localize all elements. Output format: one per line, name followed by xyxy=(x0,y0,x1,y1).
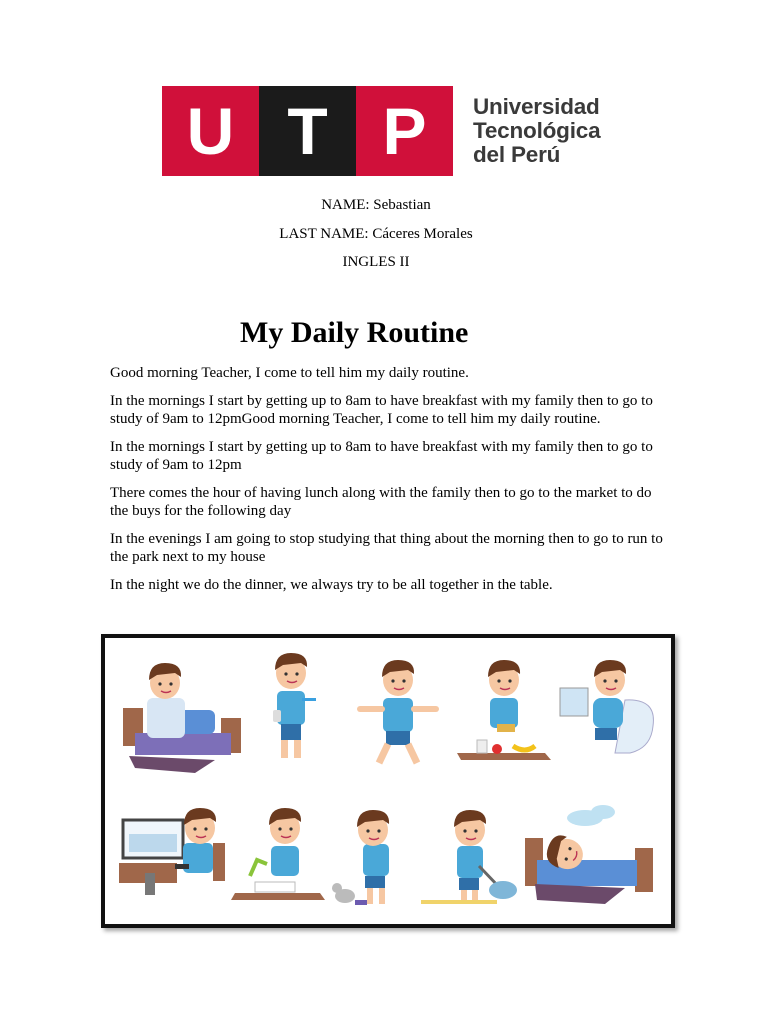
paragraph-5: In the evenings I am going to stop studying that thing about the morning then to go to run to the park next to my house xyxy=(110,531,663,565)
paragraph-1: Good morning Teacher, I come to tell him my daily routine. xyxy=(110,365,469,381)
using-toilet-illustration xyxy=(560,660,653,753)
university-name-line-3: del Perú xyxy=(473,142,561,167)
university-name xyxy=(473,95,600,167)
university-name-line-1: Universidad xyxy=(473,94,600,119)
paragraph-2: In the mornings I start by getting up to 8am to have breakfast with my family then to go to study of 9am to 12pmGood morning Teacher, I come to tell him my daily routine. xyxy=(110,393,653,427)
eating-breakfast-illustration xyxy=(457,660,551,760)
course-name: INGLES II xyxy=(342,254,410,270)
vacuuming-illustration xyxy=(421,810,517,904)
paragraph-3: In the mornings I start by getting up to 8am to have breakfast with my family then to go to study of 9am to 12pm xyxy=(110,439,653,473)
logo-letter-p: P xyxy=(382,94,427,168)
paragraph-6: In the night we do the dinner, we always try to be all together in the table. xyxy=(110,577,553,593)
paragraph-4: There comes the hour of having lunch along with the family then to go to the market to do the buys for the following day xyxy=(110,485,652,519)
exercising-illustration xyxy=(357,660,439,763)
brushing-teeth-illustration xyxy=(273,653,316,758)
student-name: NAME: Sebastian xyxy=(321,197,431,213)
sleeping-illustration xyxy=(525,805,653,904)
daily-routine-illustration xyxy=(101,634,675,928)
student-last-name: LAST NAME: Cáceres Morales xyxy=(279,226,473,242)
page-title: My Daily Routine xyxy=(240,316,469,349)
logo-box-u xyxy=(162,86,259,176)
illustration-canvas xyxy=(105,638,671,924)
logo-letter-u: U xyxy=(186,94,235,168)
utp-logo xyxy=(162,86,600,176)
logo-box-p xyxy=(356,86,453,176)
routine-text xyxy=(110,364,670,604)
playing-video-games-illustration xyxy=(119,808,225,895)
studying-illustration xyxy=(231,808,325,900)
feeding-cat-illustration xyxy=(332,810,389,905)
university-name-line-2: Tecnológica xyxy=(473,118,601,143)
waking-up-illustration xyxy=(123,663,241,773)
logo-letter-t: T xyxy=(287,94,328,168)
logo-box-t xyxy=(259,86,356,176)
